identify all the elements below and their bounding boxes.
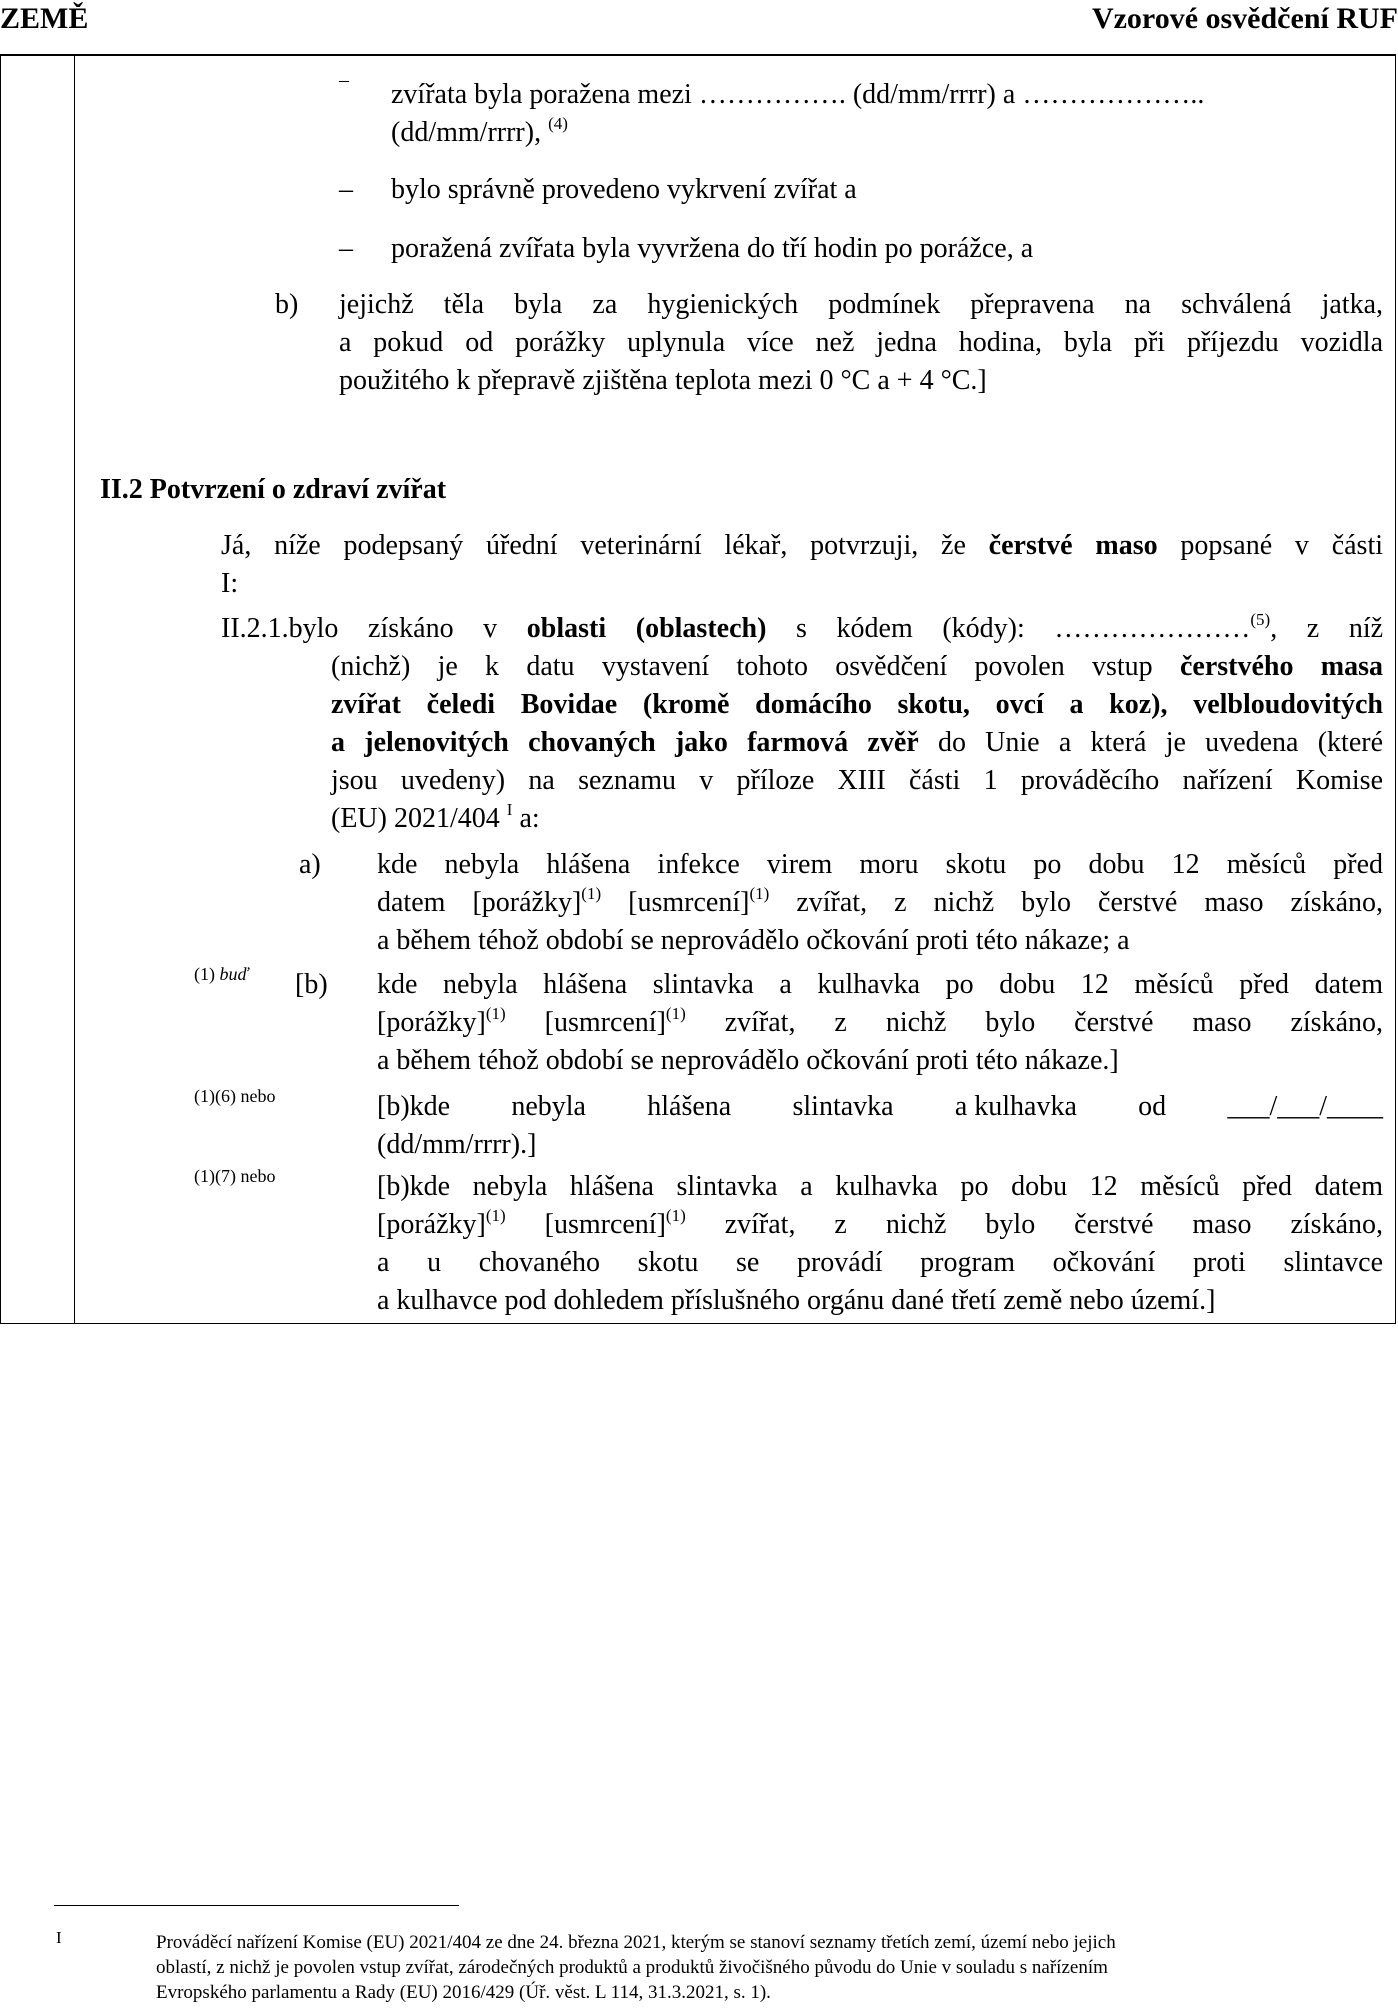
slaughter-dates-format: (dd/mm/rrrr), $^{(4)}$ [391,113,568,148]
evisceration-line: poražená zvířata byla vyvržena do tří hodin po porážce, a [391,233,1034,264]
dash-marker: – [339,233,353,264]
paragraph-2-2-1-line-4: a jelenovitých chovaných jako farmová zvěř do Unie a která je uvedena (které [331,727,1383,758]
transport-line-2: a pokud od porážky uplynula více než jedna hodina, byla při příjezdu vozidla [339,327,1383,358]
paragraph-2-2-1-line-5: jsou uvedeny) na seznamu v příloze XIII části 1 prováděcího nařízení Komise [331,765,1383,796]
paragraph-2-2-1-line-1: II.2.1.bylo získáno v oblasti (oblastech) s kódem (kódy): …………………$^{(5)}$, z níž [221,609,1384,644]
footnote-line-2: oblastí, z nichž je povolen vstup zvířat, zárodečných produktů a produktů živočišného původu do Unie v souladu s nařízením [156,1957,1108,1978]
item-marker-a: a) [299,849,321,880]
fmd-option-1-line-2: [porážky]$^{(1)}$ [usmrcení]$^{(1)}$ zvířat, z nichž bylo čerstvé maso získáno, [377,1003,1384,1038]
footnote-ref: (1) [485,1205,506,1225]
fmd-option-2-line-1: [b)kde nebyla hlášena slintavka a kulhavka od ___/___/____ [377,1088,1383,1126]
footnote-ref: (1) [485,1003,506,1023]
footnote-ref: (1) [581,883,602,903]
fmd-option-3-line-1: [b)kde nebyla hlášena slintavka a kulhavka po dobu 12 měsíců před datem [377,1171,1383,1202]
rinderpest-line-3: a během téhož období se neprovádělo očkování proti této nákaze; a [377,925,1130,956]
rinderpest-line-1: kde nebyla hlášena infekce virem moru skotu po dobu 12 měsíců před [377,849,1383,880]
footnote-ref: (1) [665,1003,686,1023]
footnote-ref: (1) [749,883,770,903]
paragraph-2-2-1-line-2: (nichž) je k datu vystavení tohoto osvědčení povolen vstup čerstvého masa [331,651,1383,682]
footnote-ref: (5) [1250,609,1271,629]
attestation-intro-end: I: [221,568,239,599]
rinderpest-line-2: datem [porážky]$^{(1)}$ [usmrcení]$^{(1)}$ zvířat, z nichž bylo čerstvé maso získáno, [377,883,1384,918]
country-heading: ZEMĚ [0,2,89,35]
fmd-option-3-line-3: a u chovaného skotu se provádí program očkování proti slintavce [377,1247,1383,1278]
footnote-ref: (1) [665,1205,686,1225]
date-blank: ___/___/____ [1227,1091,1383,1122]
fmd-option-3-line-2: [porážky]$^{(1)}$ [usmrcení]$^{(1)}$ zvířat, z nichž bylo čerstvé maso získáno, [377,1205,1384,1240]
footnote-ref: (4) [548,113,568,133]
bleeding-line: bylo správně provedeno vykrvení zvířat a [391,174,857,205]
side-label-or-6: (1)(6) nebo [194,1086,276,1106]
attestation-intro: Já, níže podepsaný úřední veterinární lékař, potvrzuji, že čerstvé maso popsané v části [221,530,1384,561]
fmd-option-1-line-1: kde nebyla hlášena slintavka a kulhavka po dobu 12 měsíců před datem [377,969,1383,1000]
transport-line-3: použitého k přepravě zjištěna teplota mezi 0 °C a + 4 °C.] [339,365,987,396]
footnote-separator [54,1905,459,1906]
dash-marker: – [339,69,349,91]
transport-line-1: jejichž těla byla za hygienických podmínek přepravena na schválená jatka, [339,289,1383,320]
item-marker-b-either: [b) [295,969,328,1000]
paragraph-2-2-1-line-6: (EU) 2021/404 $^I$ a: [331,799,540,834]
fmd-option-1-line-3: a během téhož období se neprovádělo očkování proti této nákaze.] [377,1045,1119,1076]
footnote-line-1: Prováděcí nařízení Komise (EU) 2021/404 ze dne 24. března 2021, kterým se stanoví seznamy třetích zemí, území nebo jejich [156,1932,1116,1953]
paragraph-2-2-1-line-3: zvířat čeledi Bovidae (kromě domácího skotu, ovcí a koz), velbloudovitých [331,689,1383,720]
footnote-ref: I [506,799,513,819]
footnote-line-3: Evropského parlamentu a Rady (EU) 2016/429 (Úř. věst. L 114, 31.3.2021, s. 1). [156,1982,771,2003]
item-marker-b: b) [275,289,299,320]
section-heading: II.2 Potvrzení o zdraví zvířat [100,474,447,505]
side-label-either: (1) buď [194,964,249,984]
left-column-divider [74,54,75,1324]
side-label-or-7: (1)(7) nebo [194,1166,276,1186]
slaughter-dates-line: zvířata byla poražena mezi ……………. (dd/mm/rrrr) a ……………….. [391,79,1205,110]
certificate-title: Vzorové osvědčení RUF [1091,2,1398,35]
dash-marker: – [339,174,353,205]
fmd-option-3-line-4: a kulhavce pod dohledem příslušného orgánu dané třetí země nebo území.] [377,1285,1216,1316]
fmd-option-2-line-2: (dd/mm/rrrr).] [377,1129,537,1160]
footnote-marker: I [56,1928,62,1947]
